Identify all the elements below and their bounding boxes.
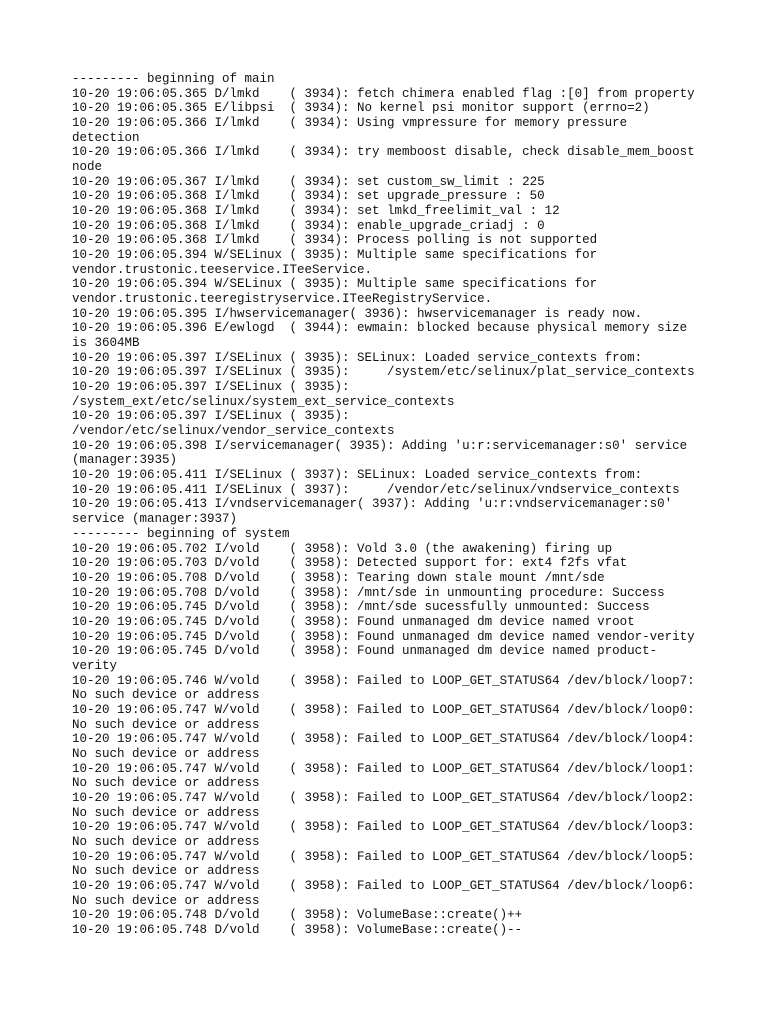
log-line: 10-20 19:06:05.708 D/vold ( 3958): /mnt/sde in unmounting procedure: Success	[72, 585, 665, 600]
log-line: 10-20 19:06:05.745 D/vold ( 3958): Found unmanaged dm device named vendor-verity	[72, 629, 695, 644]
log-line: 10-20 19:06:05.397 I/SELinux ( 3935):	[72, 409, 350, 424]
log-line: service (manager:3937)	[72, 512, 238, 527]
log-line: node	[72, 160, 103, 175]
log-line: 10-20 19:06:05.368 I/lmkd ( 3934): set lmkd_freelimit_val : 12	[72, 204, 560, 219]
log-line: /system_ext/etc/selinux/system_ext_service_contexts	[72, 394, 455, 409]
log-line: is 3604MB	[72, 336, 140, 351]
log-line: 10-20 19:06:05.747 W/vold ( 3958): Failed to LOOP_GET_STATUS64 /dev/block/loop5:	[72, 849, 695, 864]
log-line: No such device or address	[72, 864, 260, 879]
log-line: 10-20 19:06:05.747 W/vold ( 3958): Failed to LOOP_GET_STATUS64 /dev/block/loop0:	[72, 702, 695, 717]
log-line: 10-20 19:06:05.366 I/lmkd ( 3934): Using vmpressure for memory pressure	[72, 116, 628, 131]
log-line: 10-20 19:06:05.395 I/hwservicemanager( 3936): hwservicemanager is ready now.	[72, 306, 643, 321]
log-line: 10-20 19:06:05.747 W/vold ( 3958): Failed to LOOP_GET_STATUS64 /dev/block/loop3:	[72, 820, 695, 835]
log-line: 10-20 19:06:05.398 I/servicemanager( 3935): Adding 'u:r:servicemanager:s0' service	[72, 438, 688, 453]
log-line: 10-20 19:06:05.366 I/lmkd ( 3934): try memboost disable, check disable_mem_boost	[72, 145, 695, 160]
log-line: 10-20 19:06:05.397 I/SELinux ( 3935):	[72, 380, 350, 395]
log-line: 10-20 19:06:05.745 D/vold ( 3958): Found unmanaged dm device named product-	[72, 644, 658, 659]
log-line: 10-20 19:06:05.703 D/vold ( 3958): Detected support for: ext4 f2fs vfat	[72, 556, 628, 571]
log-line: 10-20 19:06:05.747 W/vold ( 3958): Failed to LOOP_GET_STATUS64 /dev/block/loop4:	[72, 732, 695, 747]
log-line: 10-20 19:06:05.367 I/lmkd ( 3934): set custom_sw_limit : 225	[72, 174, 545, 189]
log-line: 10-20 19:06:05.708 D/vold ( 3958): Tearing down stale mount /mnt/sde	[72, 570, 605, 585]
log-line: 10-20 19:06:05.745 D/vold ( 3958): Found unmanaged dm device named vroot	[72, 614, 635, 629]
log-line: 10-20 19:06:05.411 I/SELinux ( 3937): /vendor/etc/selinux/vndservice_contexts	[72, 482, 680, 497]
log-line: 10-20 19:06:05.394 W/SELinux ( 3935): Multiple same specifications for	[72, 248, 598, 263]
log-line: --------- beginning of main	[72, 72, 275, 86]
log-line: 10-20 19:06:05.748 D/vold ( 3958): VolumeBase::create()--	[72, 922, 523, 937]
log-line: 10-20 19:06:05.365 E/libpsi ( 3934): No kernel psi monitor support (errno=2)	[72, 101, 650, 116]
log-line: No such device or address	[72, 805, 260, 820]
log-line: 10-20 19:06:05.368 I/lmkd ( 3934): enable_upgrade_criadj : 0	[72, 218, 545, 233]
log-line: 10-20 19:06:05.413 I/vndservicemanager( 3937): Adding 'u:r:vndservicemanager:s0'	[72, 497, 673, 512]
log-line: verity	[72, 658, 118, 673]
log-line: (manager:3935)	[72, 453, 178, 468]
log-line: No such device or address	[72, 776, 260, 791]
log-line: No such device or address	[72, 688, 260, 703]
log-line: 10-20 19:06:05.397 I/SELinux ( 3935): SELinux: Loaded service_contexts from:	[72, 350, 643, 365]
log-line: detection	[72, 130, 140, 145]
log-line: 10-20 19:06:05.396 E/ewlogd ( 3944): ewmain: blocked because physical memory size	[72, 321, 688, 336]
log-line: No such device or address	[72, 717, 260, 732]
log-line: 10-20 19:06:05.747 W/vold ( 3958): Failed to LOOP_GET_STATUS64 /dev/block/loop6:	[72, 878, 695, 893]
log-line: 10-20 19:06:05.368 I/lmkd ( 3934): set upgrade_pressure : 50	[72, 189, 545, 204]
log-line: vendor.trustonic.teeregistryservice.ITeeRegistryService.	[72, 292, 493, 307]
log-line: 10-20 19:06:05.746 W/vold ( 3958): Failed to LOOP_GET_STATUS64 /dev/block/loop7:	[72, 673, 695, 688]
log-line: No such device or address	[72, 893, 260, 908]
log-line: No such device or address	[72, 834, 260, 849]
log-line: 10-20 19:06:05.365 D/lmkd ( 3934): fetch chimera enabled flag :[0] from property	[72, 86, 695, 101]
log-line: No such device or address	[72, 746, 260, 761]
log-line: 10-20 19:06:05.397 I/SELinux ( 3935): /system/etc/selinux/plat_service_contexts	[72, 365, 695, 380]
log-line: 10-20 19:06:05.411 I/SELinux ( 3937): SELinux: Loaded service_contexts from:	[72, 468, 643, 483]
log-line: 10-20 19:06:05.747 W/vold ( 3958): Failed to LOOP_GET_STATUS64 /dev/block/loop2:	[72, 790, 695, 805]
log-line: --------- beginning of system	[72, 526, 290, 541]
log-document	[72, 72, 712, 938]
log-line: 10-20 19:06:05.748 D/vold ( 3958): VolumeBase::create()++	[72, 908, 523, 923]
log-line: 10-20 19:06:05.702 I/vold ( 3958): Vold 3.0 (the awakening) firing up	[72, 541, 613, 556]
log-line: 10-20 19:06:05.368 I/lmkd ( 3934): Process polling is not supported	[72, 233, 598, 248]
log-line: /vendor/etc/selinux/vendor_service_contexts	[72, 424, 395, 439]
log-line: 10-20 19:06:05.394 W/SELinux ( 3935): Multiple same specifications for	[72, 277, 598, 292]
log-line: vendor.trustonic.teeservice.ITeeService.	[72, 262, 373, 277]
log-line: 10-20 19:06:05.747 W/vold ( 3958): Failed to LOOP_GET_STATUS64 /dev/block/loop1:	[72, 761, 695, 776]
log-line: 10-20 19:06:05.745 D/vold ( 3958): /mnt/sde sucessfully unmounted: Success	[72, 600, 650, 615]
